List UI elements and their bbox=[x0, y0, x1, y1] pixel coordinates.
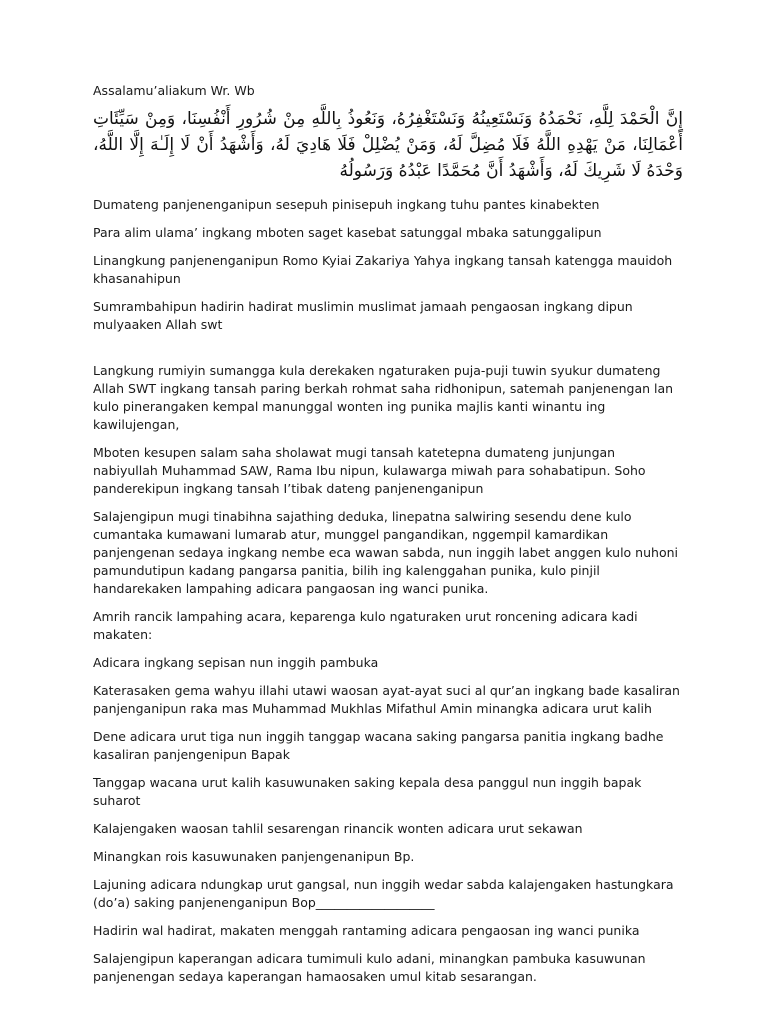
paragraph-romo-kyiai: Linangkung panjenenganipun Romo Kyiai Zakariya Yahya ingkang tansah katengga mauidoh khasanahipun bbox=[93, 253, 673, 286]
paragraph-rois: Minangkan rois kasuwunaken panjengenanipun Bp. bbox=[93, 849, 415, 864]
blank-line bbox=[93, 344, 683, 362]
paragraph-urut-adicara: Amrih rancik lampahing acara, keparenga kulo ngaturaken urut roncening adicara kadi makaten: bbox=[93, 609, 638, 642]
document-page bbox=[93, 82, 683, 996]
paragraph-tanggap-wacana-panitia: Dene adicara urut tiga nun inggih tanggap wacana saking pangarsa panitia ingkang badhe kasaliran panjengenipun Bapak bbox=[93, 729, 664, 762]
paragraph-pambuka: Adicara ingkang sepisan nun inggih pambuka bbox=[93, 655, 379, 670]
paragraph-wedar-sabda-doa: Lajuning adicara ndungkap urut gangsal, nun inggih wedar sabda kalajengaken hastungkara (do’a) saking panjenenganipun Bop___________________ bbox=[93, 877, 674, 910]
paragraph-sholawat: Mboten kesupen salam saha sholawat mugi tansah katetepna dumateng junjungan nabiyullah Muhammad SAW, Rama Ibu nipun, kulawarga miwah para sohabatipun. Soho panderekipun ingkang tansah I’tibak dateng panjenenganipun bbox=[93, 445, 646, 496]
greeting: Assalamu’aliakum Wr. Wb bbox=[93, 83, 255, 98]
paragraph-alim-ulama: Para alim ulama’ ingkang mboten saget kasebat satunggal mbaka satunggalipun bbox=[93, 225, 602, 240]
paragraph-tahlil: Kalajengaken waosan tahlil sesarengan rinancik wonten adicara urut sekawan bbox=[93, 821, 583, 836]
paragraph-puja-puji: Langkung rumiyin sumangga kula derekaken ngaturaken puja-puji tuwin syukur dumateng Allah SWT ingkang tansah paring berkah rohmat saha ridhonipun, satemah panjenengan lan kulo pinerangaken kempal manunggal wonten ing punika majlis kanti winantu ing kawilujengan, bbox=[93, 363, 674, 432]
paragraph-hadirin: Sumrambahipun hadirin hadirat muslimin muslimat jamaah pengaosan ingkang dipun mulyaaken Allah swt bbox=[93, 299, 633, 332]
paragraph-tanggap-wacana-kepala-desa: Tanggap wacana urut kalih kasuwunaken saking kepala desa panggul nun inggih bapak suharot bbox=[93, 775, 642, 808]
paragraph-waosan-quran: Katerasaken gema wahyu illahi utawi waosan ayat-ayat suci al qur’an ingkang bade kasaliran panjenganipun raka mas Muhammad Mukhlas Mifathul Amin minangka adicara urut kalih bbox=[93, 683, 680, 716]
arabic-opening-khutbah: إِنَّ الْحَمْدَ لِلَّهِ، نَحْمَدُهُ وَنَسْتَعِينُهُ وَنَسْتَغْفِرُهُ، وَنَعُوذُ بِاللَّهِ مِنْ شُرُورِ أَنْفُسِنَا، وَمِنْ سَيِّئَاتِ أَعْمَالِنَا، مَنْ يَهْدِهِ اللَّهُ فَلَا مُضِلَّ لَهُ، وَمَنْ يُضْلِلْ فَلَا هَادِيَ لَهُ، وَأَشْهَدُ أَنْ لَا إِلَـٰهَ إِلَّا اللَّهُ، وَحْدَهُ لَا شَرِيكَ لَهُ، وَأَشْهَدُ أَنَّ مُحَمَّدًا عَبْدُهُ وَرَسُولُهُ bbox=[93, 109, 683, 181]
paragraph-rantaming-adicara: Hadirin wal hadirat, makaten menggah rantaming adicara pengaosan ing wanci punika bbox=[93, 923, 640, 938]
paragraph-nyuwun-pangapunten: Salajengipun mugi tinabihna sajathing deduka, linepatna salwiring sesendu dene kulo cumantaka kumawani lumarab atur, munggel pangandikan, nggempil kamardikan panjengenan sedaya ingkang nembe eca wawan sabda, nun inggih labet anggen kulo nuhoni pamundutipun kadang pangarsa panitia, bilih ing kalenggahan punika, kulo pinjil handarekaken lampahing adicara pangaosan ing wanci punika. bbox=[93, 509, 678, 596]
paragraph-sesepuh: Dumateng panjenenganipun sesepuh pinisepuh ingkang tuhu pantes kinabekten bbox=[93, 197, 600, 212]
paragraph-umul-kitab: Salajengipun kaperangan adicara tumimuli kulo adani, minangkan pambuka kasuwunan panjenengan sedaya kaperangan hamaosaken umul kitab sesarangan. bbox=[93, 951, 646, 984]
